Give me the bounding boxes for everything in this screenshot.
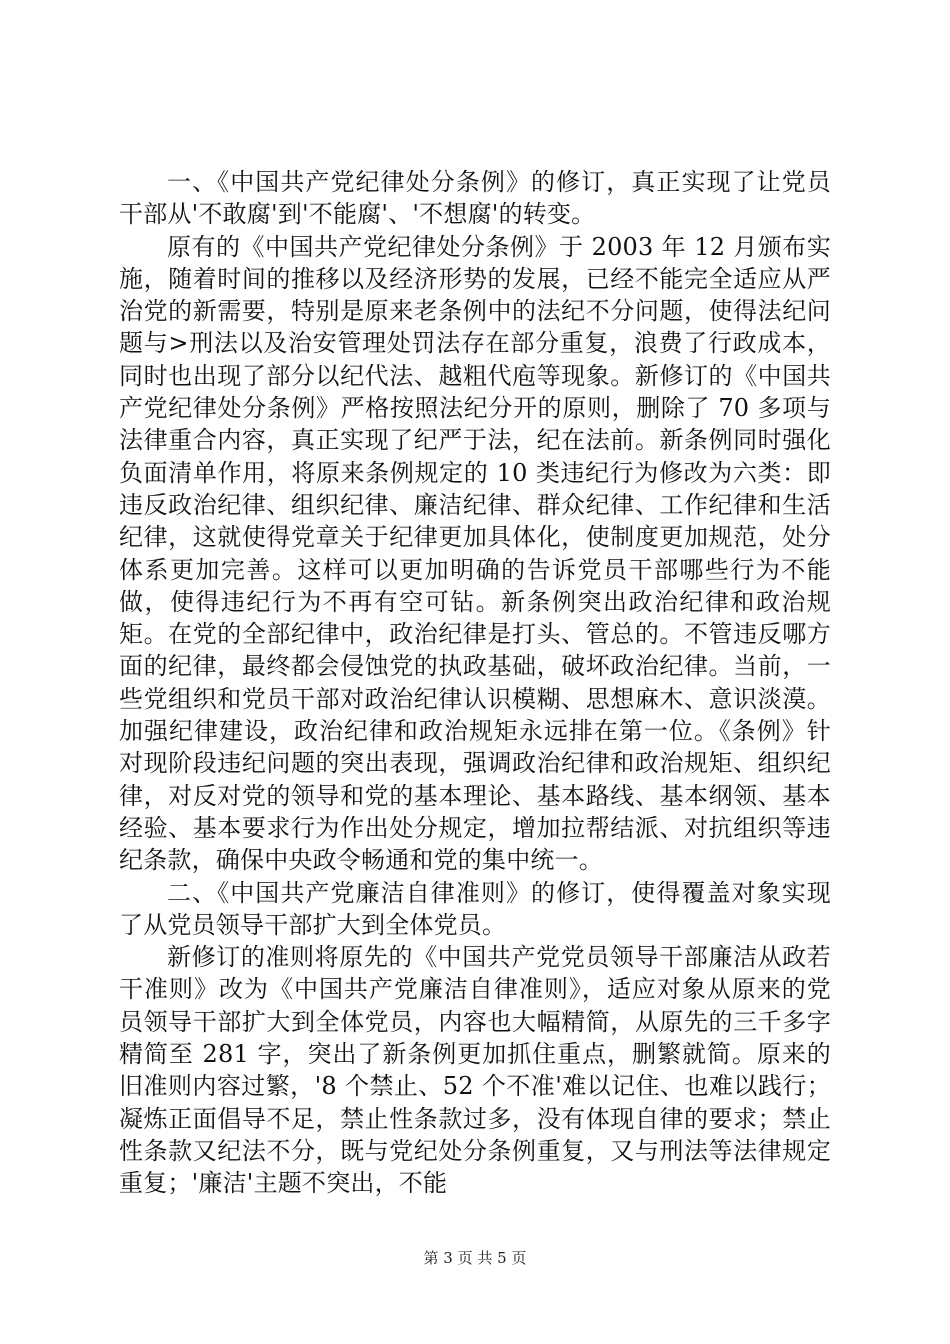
paragraph-4: 新修订的准则将原先的《中国共产党党员领导干部廉洁从政若干准则》改为《中国共产党廉洁自律准则》，适应对象从原来的党员领导干部扩大到全体党员，内容也大幅精简，从原先的三千多字精简至 281 字，突出了新条例更加抓住重点，删繁就简。原来的旧准则内容过繁，'8 个禁止、52 个不准'难以记住、也难以践行；凝炼正面倡导不足，禁止性条款过多，没有体现自律的要求；禁止性条款又纪法不分，既与党纪处分条例重复，又与刑法等法律规定重复；'廉洁'主题不突出，不能 bbox=[119, 943, 831, 1198]
paragraph-2: 原有的《中国共产党纪律处分条例》于 2003 年 12 月颁布实施，随着时间的推移以及经济形势的发展，已经不能完全适应从严治党的新需要，特别是原来老条例中的法纪不分问题，使得法纪问题与>刑法以及治安管理处罚法存在部分重复，浪费了行政成本，同时也出现了部分以纪代法、越粗代庖等现象。新修订的《中国共产党纪律处分条例》严格按照法纪分开的原则，删除了 70 多项与法律重合内容，真正实现了纪严于法，纪在法前。新条例同时强化负面清单作用，将原来条例规定的 10 类违纪行为修改为六类：即违反政治纪律、组织纪律、廉洁纪律、群众纪律、工作纪律和生活纪律，这就使得党章关于纪律更加具体化，使制度更加规范，处分体系更加完善。这样可以更加明确的告诉党员干部哪些行为不能做，使得违纪行为不再有空可钻。新条例突出政治纪律和政治规矩。在党的全部纪律中，政治纪律是打头、管总的。不管违反哪方面的纪律，最终都会侵蚀党的执政基础，破坏政治纪律。当前，一些党组织和党员干部对政治纪律认识模糊、思想麻木、意识淡漠。加强纪律建设，政治纪律和政治规矩永远排在第一位。《条例》针对现阶段违纪问题的突出表现，强调政治纪律和政治规矩、组织纪律，对反对党的领导和党的基本理论、基本路线、基本纲领、基本经验、基本要求行为作出处分规定，增加拉帮结派、对抗组织等违纪条款，确保中央政令畅通和党的集中统一。 bbox=[119, 232, 831, 875]
paragraph-3: 二、《中国共产党廉洁自律准则》的修订，使得覆盖对象实现了从党员领导干部扩大到全体党员。 bbox=[119, 878, 831, 939]
page-footer: 第 3 页 共 5 页 bbox=[423, 1249, 527, 1267]
document-body bbox=[119, 166, 831, 1200]
paragraph-1: 一、《中国共产党纪律处分条例》的修订，真正实现了让党员干部从'不敢腐'到'不能腐'、'不想腐'的转变。 bbox=[119, 168, 831, 229]
